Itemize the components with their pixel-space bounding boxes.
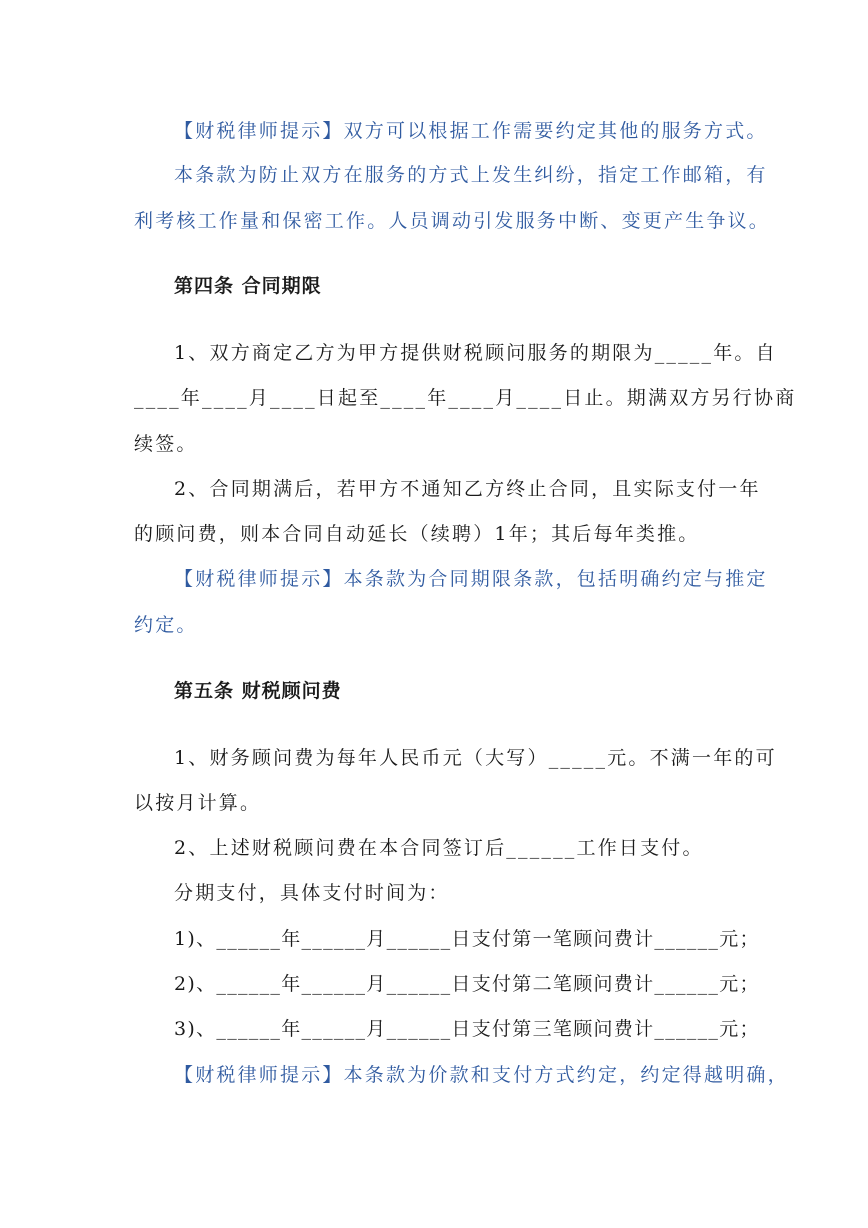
tip-contract-term: 【财税律师提示】本条款为合同期限条款，包括明确约定与推定 [174,568,768,590]
article-4-item-1: 1、双方商定乙方为甲方提供财税顾问服务的期限为_____年。自 [174,342,777,364]
tip-payment-terms: 【财税律师提示】本条款为价款和支付方式约定，约定得越明确， [174,1064,789,1086]
article-4-item-2: 2、合同期满后，若甲方不通知乙方终止合同，且实际支付一年 [174,478,761,500]
installment-line: 2)、______年______月______日支付第二笔顾问费计______元； [174,973,760,995]
article-4-heading: 第四条 合同期限 [174,275,322,297]
tip-paragraph-line: 本条款为防止双方在服务的方式上发生纠纷，指定工作邮箱，有 [174,164,768,186]
article-4-item-2-cont: 的顾问费，则本合同自动延长（续聘）1年；其后每年类推。 [134,523,700,545]
tip-contract-term-cont: 约定。 [134,614,198,636]
tip-paragraph-line: 利考核工作量和保密工作。人员调动引发服务中断、变更产生争议。 [134,210,771,232]
article-5-item-1-cont: 以按月计算。 [134,792,262,814]
article-4-item-1-cont: ____年____月____日起至____年____月____日止。期满双方另行协商 [134,387,797,409]
article-5-heading: 第五条 财税顾问费 [174,680,342,702]
installment-intro: 分期支付，具体支付时间为： [174,882,450,904]
article-5-item-1: 1、财务顾问费为每年人民币元（大写）_____元。不满一年的可 [174,747,777,769]
tip-service-methods: 【财税律师提示】双方可以根据工作需要约定其他的服务方式。 [174,120,768,142]
article-5-item-2: 2、上述财税顾问费在本合同签订后______工作日支付。 [174,837,704,859]
installment-line: 3)、______年______月______日支付第三笔顾问费计______元； [174,1018,760,1040]
installment-line: 1)、______年______月______日支付第一笔顾问费计______元； [174,928,760,950]
article-4-item-1-cont: 续签。 [134,433,198,455]
